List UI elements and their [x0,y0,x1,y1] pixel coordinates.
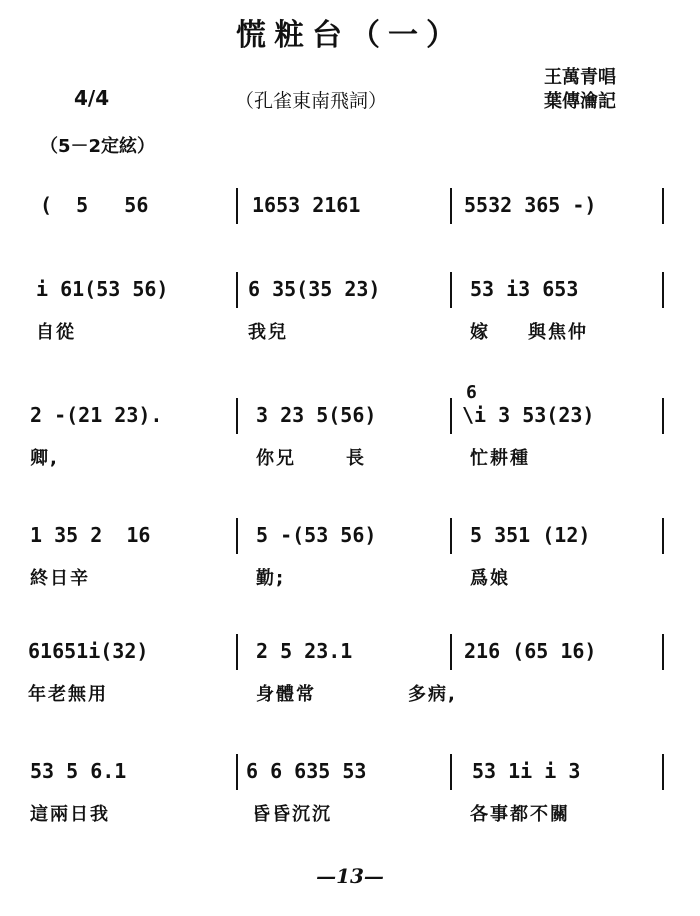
bar-line [236,188,238,224]
subtitle: （孔雀東南飛詞） [235,90,388,112]
lyric-text: 卿, [30,448,59,469]
measure-notes: 1 35 2 16 [30,523,151,547]
notation-line [0,510,700,560]
score-row [0,264,700,343]
measure-notes: 53 1i i 3 [472,759,581,783]
measure-notes: 61651i(32) [28,639,149,663]
bar-line [236,634,238,670]
lyric-text: 自從 [36,322,76,343]
notation-line [0,382,700,440]
lyrics-line [0,800,700,826]
lyrics-line [0,444,700,470]
lyric-text: 長 [346,448,366,469]
bar-line [450,518,452,554]
lyric-text: 各事都不關 [470,804,570,825]
measure-notes: 5 351 (12) [470,523,591,547]
score-row [0,180,700,256]
bar-line [236,272,238,308]
score-row [0,746,700,825]
lyric-text: 身體常 [256,684,316,705]
grace-note-mark: 6 [466,382,477,403]
bar-line [450,398,452,434]
lyric-text: 我兒 [248,322,288,343]
bar-line [662,188,664,224]
lyrics-line [0,564,700,590]
measure-notes: 53 i3 653 [470,277,579,301]
bar-line [450,634,452,670]
credit-singer: 王萬青唱 [544,67,616,88]
measure-notes: \i 3 53(23) [462,403,595,427]
bar-line [662,754,664,790]
score-row [0,382,700,469]
lyrics-line [0,234,700,260]
score-row [0,626,700,705]
credits [544,66,616,114]
bar-line [236,518,238,554]
time-signature: 4/4 [74,86,110,110]
notation-line [0,626,700,676]
notation-line [0,264,700,314]
bar-line [662,634,664,670]
lyric-text: 年老無用 [28,684,108,705]
credit-notator: 葉傳瀹記 [544,91,616,112]
lyric-text: 你兄 [256,448,296,469]
measure-notes: 53 5 6.1 [30,759,127,783]
lyric-text: 多病, [408,684,457,705]
measure-notes: 2 5 23.1 [256,639,353,663]
bar-line [450,272,452,308]
measure-notes: 2 -(21 23). [30,403,163,427]
bar-line [450,188,452,224]
lyric-text: 這兩日我 [30,804,110,825]
lyrics-line [0,318,700,344]
lyric-text: 勤; [256,568,286,589]
page-number: —13— [316,864,384,888]
measure-notes: 216 (65 16) [464,639,597,663]
measure-notes: 3 23 5(56) [256,403,377,427]
bar-line [662,272,664,308]
measure-notes: 5 -(53 56) [256,523,377,547]
measure-notes: 6 35(35 23) [248,277,381,301]
bar-line [662,398,664,434]
lyric-text: 昏昏沉沉 [252,804,332,825]
lyric-text: 爲娘 [470,568,510,589]
measure-notes: 6 6 635 53 [246,759,367,783]
lyric-text: 嫁 [470,322,490,343]
lyric-text: 終日辛 [30,568,90,589]
bar-line [236,754,238,790]
tuning-note: （5－2定絃） [40,136,156,157]
lyric-text: 忙耕種 [470,448,530,469]
bar-line [236,398,238,434]
notation-line [0,180,700,230]
lyric-text: 與焦仲 [528,322,588,343]
lyrics-line [0,680,700,706]
measure-notes: i 61(53 56) [36,277,169,301]
bar-line [662,518,664,554]
bar-line [450,754,452,790]
measure-notes: ( 5 56 [40,193,149,217]
page-title: 慌粧台（一） [236,18,464,53]
score-row [0,510,700,589]
notation-line [0,746,700,796]
measure-notes: 5532 365 -) [464,193,597,217]
measure-notes: 1653 2161 [252,193,361,217]
